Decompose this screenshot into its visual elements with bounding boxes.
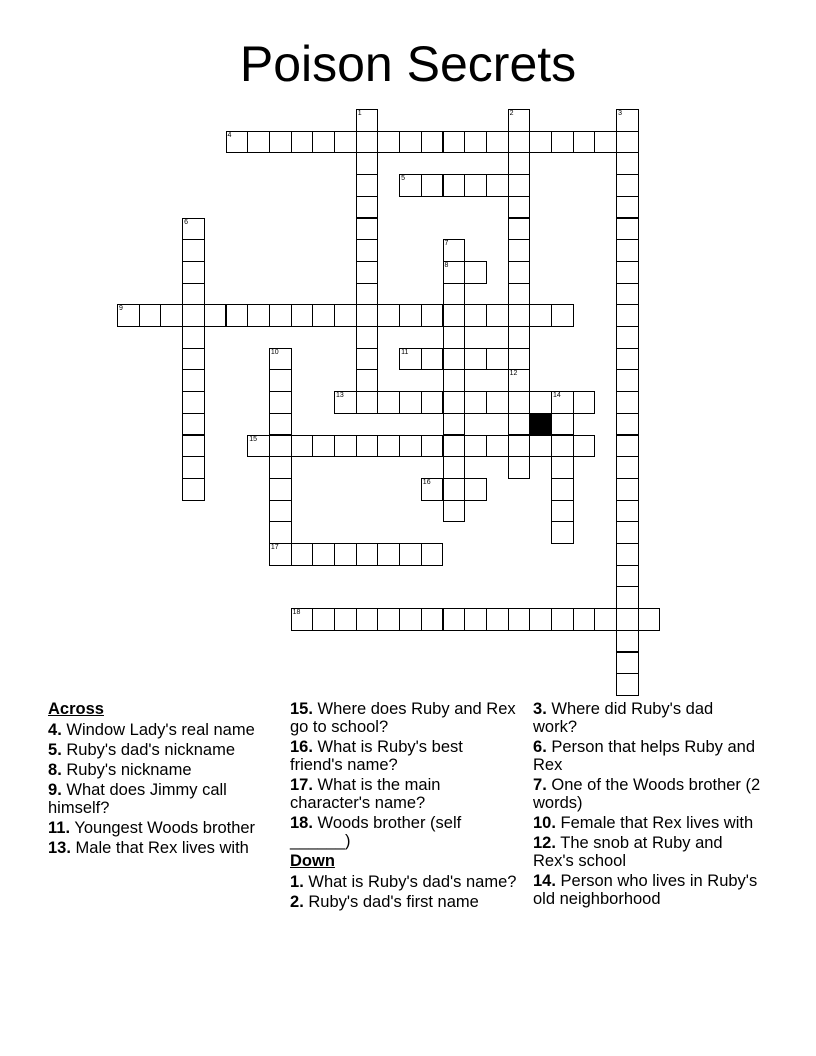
clue-across-4: 4. Window Lady's real name <box>48 721 255 739</box>
grid-cell[interactable] <box>182 304 205 327</box>
grid-cell[interactable] <box>399 174 422 197</box>
grid-cell[interactable] <box>508 413 531 436</box>
cell-number: 4 <box>227 131 232 139</box>
grid-cell[interactable] <box>421 391 444 414</box>
clue-down-14: 14. Person who lives in Ruby's old neighborhood <box>533 872 758 908</box>
clue-column-3 <box>533 700 761 910</box>
grid-cell[interactable] <box>486 174 509 197</box>
grid-cell[interactable] <box>399 391 422 414</box>
clue-down-1: 1. What is Ruby's dad's name? <box>290 873 517 891</box>
grid-cell[interactable] <box>443 608 466 631</box>
grid-cell[interactable] <box>616 261 639 284</box>
grid-cell[interactable] <box>616 435 639 458</box>
clue-across-5: 5. Ruby's dad's nickname <box>48 741 236 759</box>
grid-cell[interactable] <box>508 391 531 414</box>
grid-cell[interactable] <box>616 565 639 588</box>
grid-cell[interactable] <box>443 326 466 349</box>
cell-number: 7 <box>444 240 449 248</box>
grid-cell[interactable] <box>443 174 466 197</box>
grid-cell[interactable] <box>508 174 531 197</box>
grid-cell[interactable] <box>573 131 596 154</box>
grid-cell[interactable] <box>291 543 314 566</box>
grid-cell[interactable] <box>638 608 661 631</box>
cell-number: 11 <box>401 348 409 356</box>
grid-cell[interactable] <box>464 478 487 501</box>
grid-cell[interactable] <box>204 304 227 327</box>
grid-cell[interactable] <box>421 174 444 197</box>
grid-cell[interactable] <box>269 435 292 458</box>
grid-cell[interactable] <box>443 413 466 436</box>
grid-cell[interactable] <box>421 304 444 327</box>
grid-cell[interactable] <box>226 131 249 154</box>
clue-across-13: 13. Male that Rex lives with <box>48 839 249 857</box>
clue-across-8: 8. Ruby's nickname <box>48 761 192 779</box>
grid-cell[interactable] <box>529 391 552 414</box>
grid-cell[interactable] <box>616 152 639 175</box>
grid-cell[interactable] <box>356 283 379 306</box>
grid-cell[interactable] <box>421 435 444 458</box>
grid-cell[interactable] <box>356 391 379 414</box>
grid-cell[interactable] <box>508 435 531 458</box>
grid-cell[interactable] <box>443 391 466 414</box>
grid-cell[interactable] <box>421 478 444 501</box>
grid-cell[interactable] <box>421 348 444 371</box>
grid-cell[interactable] <box>226 304 249 327</box>
grid-cell[interactable] <box>269 478 292 501</box>
grid-cell[interactable] <box>356 608 379 631</box>
cell-number: 3 <box>618 110 622 117</box>
grid-cell[interactable] <box>312 435 335 458</box>
cell-number: 18 <box>292 609 301 617</box>
grid-cell[interactable] <box>269 456 292 479</box>
grid-cell[interactable] <box>117 304 140 327</box>
grid-cell[interactable] <box>182 239 205 262</box>
clue-down-3: 3. Where did Ruby's dad work? <box>533 700 714 736</box>
grid-cell[interactable] <box>508 304 531 327</box>
grid-cell[interactable] <box>616 586 639 609</box>
grid-cell[interactable] <box>616 369 639 392</box>
grid-cell[interactable] <box>356 109 379 132</box>
grid-cell[interactable] <box>616 608 639 631</box>
clue-across-16: 16. What is Ruby's best friend's name? <box>290 738 463 774</box>
grid-cell[interactable] <box>551 413 574 436</box>
grid-cell[interactable] <box>443 283 466 306</box>
grid-cell[interactable] <box>421 608 444 631</box>
cell-number: 5 <box>401 175 405 183</box>
grid-cell[interactable] <box>399 304 422 327</box>
grid-cell[interactable] <box>356 239 379 262</box>
grid-cell[interactable] <box>616 652 639 675</box>
grid-cell[interactable] <box>616 326 639 349</box>
grid-cell[interactable] <box>356 304 379 327</box>
grid-cell[interactable] <box>399 348 422 371</box>
grid-cell[interactable] <box>486 391 509 414</box>
grid-cell[interactable] <box>182 326 205 349</box>
grid-cell[interactable] <box>182 391 205 414</box>
grid-cell[interactable] <box>508 239 531 262</box>
clue-across-18: 18. Woods brother (self ______) <box>290 814 462 850</box>
grid-cell[interactable] <box>443 369 466 392</box>
grid-cell[interactable] <box>551 435 574 458</box>
cell-number: 1 <box>357 110 362 117</box>
grid-cell[interactable] <box>443 239 466 262</box>
grid-cell[interactable] <box>616 239 639 262</box>
grid-cell[interactable] <box>182 283 205 306</box>
grid-cell[interactable] <box>269 543 292 566</box>
grid-cell[interactable] <box>182 478 205 501</box>
grid-cell[interactable] <box>573 608 596 631</box>
grid-cell[interactable] <box>334 435 357 458</box>
grid-cell[interactable] <box>269 131 292 154</box>
grid-cell[interactable] <box>334 131 357 154</box>
grid-cell[interactable] <box>312 608 335 631</box>
grid-cell[interactable] <box>399 543 422 566</box>
grid-cell[interactable] <box>616 304 639 327</box>
cell-number: 8 <box>444 261 449 269</box>
grid-cell[interactable] <box>616 630 639 653</box>
clue-down-2: 2. Ruby's dad's first name <box>290 893 479 911</box>
clue-down-10: 10. Female that Rex lives with <box>533 814 754 832</box>
grid-cell[interactable] <box>616 174 639 197</box>
grid-cell[interactable] <box>616 196 639 219</box>
grid-cell[interactable] <box>356 326 379 349</box>
grid-cell[interactable] <box>508 283 531 306</box>
grid-cell[interactable] <box>334 304 357 327</box>
grid-cell[interactable] <box>182 456 205 479</box>
grid-cell[interactable] <box>508 456 531 479</box>
cell-number: 15 <box>249 435 257 443</box>
grid-cell[interactable] <box>356 196 379 219</box>
grid-cell[interactable] <box>182 413 205 436</box>
grid-cell[interactable] <box>291 304 314 327</box>
grid-cell[interactable] <box>399 131 422 154</box>
grid-cell[interactable] <box>377 131 400 154</box>
grid-cell[interactable] <box>356 543 379 566</box>
grid-cell[interactable] <box>508 608 531 631</box>
grid-cell[interactable] <box>356 369 379 392</box>
grid-cell[interactable] <box>443 435 466 458</box>
grid-cell[interactable] <box>312 543 335 566</box>
grid-cell[interactable] <box>269 413 292 436</box>
grid-cell[interactable] <box>616 521 639 544</box>
grid-cell[interactable] <box>247 435 270 458</box>
grid-cell[interactable] <box>443 131 466 154</box>
grid-cell[interactable] <box>486 435 509 458</box>
grid-cell[interactable] <box>182 435 205 458</box>
grid-cell[interactable] <box>356 435 379 458</box>
grid-cell[interactable] <box>529 608 552 631</box>
grid-cell[interactable] <box>616 391 639 414</box>
clue-column-2 <box>290 700 518 913</box>
grid-cell[interactable] <box>508 109 531 132</box>
grid-cell[interactable] <box>443 348 466 371</box>
clue-across-17: 17. What is the main character's name? <box>290 776 441 812</box>
grid-cell[interactable] <box>573 391 596 414</box>
grid-cell[interactable] <box>529 304 552 327</box>
grid-cell[interactable] <box>529 131 552 154</box>
grid-cell[interactable] <box>356 131 379 154</box>
grid-cell[interactable] <box>464 131 487 154</box>
grid-cell[interactable] <box>160 304 183 327</box>
grid-cell[interactable] <box>421 131 444 154</box>
grid-cell[interactable] <box>551 500 574 523</box>
grid-cell[interactable] <box>486 131 509 154</box>
clue-down-7: 7. One of the Woods brother (2 words) <box>533 776 761 812</box>
cell-number: 10 <box>270 348 279 356</box>
grid-cell[interactable] <box>269 348 292 371</box>
grid-cell[interactable] <box>182 218 205 241</box>
grid-cell[interactable] <box>616 456 639 479</box>
grid-cell[interactable] <box>182 348 205 371</box>
grid-cell[interactable] <box>486 348 509 371</box>
cell-number: 2 <box>509 110 514 117</box>
grid-cell[interactable] <box>269 500 292 523</box>
grid-block <box>529 413 552 436</box>
grid-cell[interactable] <box>616 478 639 501</box>
grid-cell[interactable] <box>594 131 617 154</box>
grid-cell[interactable] <box>269 521 292 544</box>
grid-cell[interactable] <box>443 304 466 327</box>
grid-cell[interactable] <box>377 391 400 414</box>
grid-cell[interactable] <box>443 500 466 523</box>
grid-cell[interactable] <box>464 348 487 371</box>
grid-cell[interactable] <box>616 283 639 306</box>
clue-column-1 <box>48 700 276 859</box>
grid-cell[interactable] <box>616 673 639 696</box>
grid-cell[interactable] <box>508 196 531 219</box>
grid-cell[interactable] <box>247 131 270 154</box>
grid-cell[interactable] <box>356 152 379 175</box>
grid-cell[interactable] <box>334 608 357 631</box>
grid-cell[interactable] <box>443 478 466 501</box>
grid-cell[interactable] <box>551 521 574 544</box>
grid-cell[interactable] <box>269 391 292 414</box>
grid-cell[interactable] <box>616 348 639 371</box>
clue-across-11: 11. Youngest Woods brother <box>48 819 256 837</box>
grid-cell[interactable] <box>486 608 509 631</box>
grid-cell[interactable] <box>334 543 357 566</box>
grid-cell[interactable] <box>356 174 379 197</box>
grid-cell[interactable] <box>508 261 531 284</box>
grid-cell[interactable] <box>399 435 422 458</box>
grid-cell[interactable] <box>573 435 596 458</box>
grid-cell[interactable] <box>551 456 574 479</box>
grid-cell[interactable] <box>269 369 292 392</box>
grid-cell[interactable] <box>356 261 379 284</box>
grid-cell[interactable] <box>508 131 531 154</box>
grid-cell[interactable] <box>182 369 205 392</box>
grid-cell[interactable] <box>529 435 552 458</box>
grid-cell[interactable] <box>356 348 379 371</box>
grid-cell[interactable] <box>508 326 531 349</box>
grid-cell[interactable] <box>421 543 444 566</box>
grid-cell[interactable] <box>551 304 574 327</box>
grid-cell[interactable] <box>443 261 466 284</box>
grid-cell[interactable] <box>334 391 357 414</box>
across-heading: Across <box>48 700 104 718</box>
grid-cell[interactable] <box>508 218 531 241</box>
clue-down-12: 12. The snob at Ruby and Rex's school <box>533 834 723 870</box>
cell-number: 6 <box>184 218 188 226</box>
grid-cell[interactable] <box>464 391 487 414</box>
grid-cell[interactable] <box>616 500 639 523</box>
cell-number: 14 <box>553 392 561 400</box>
grid-cell[interactable] <box>486 304 509 327</box>
grid-cell[interactable] <box>464 608 487 631</box>
grid-cell[interactable] <box>508 152 531 175</box>
grid-cell[interactable] <box>312 131 335 154</box>
grid-cell[interactable] <box>139 304 162 327</box>
grid-cell[interactable] <box>616 218 639 241</box>
grid-cell[interactable] <box>551 131 574 154</box>
grid-cell[interactable] <box>377 608 400 631</box>
grid-cell[interactable] <box>291 608 314 631</box>
grid-cell[interactable] <box>464 304 487 327</box>
clue-across-15: 15. Where does Ruby and Rex go to school? <box>290 700 516 736</box>
grid-cell[interactable] <box>551 608 574 631</box>
grid-cell[interactable] <box>291 131 314 154</box>
grid-cell[interactable] <box>291 435 314 458</box>
grid-cell[interactable] <box>464 435 487 458</box>
grid-cell[interactable] <box>399 608 422 631</box>
grid-cell[interactable] <box>594 608 617 631</box>
grid-cell[interactable] <box>616 131 639 154</box>
down-heading: Down <box>290 852 335 870</box>
grid-cell[interactable] <box>377 543 400 566</box>
grid-cell[interactable] <box>269 304 292 327</box>
grid-cell[interactable] <box>443 456 466 479</box>
cell-number: 13 <box>336 392 344 400</box>
grid-cell[interactable] <box>182 261 205 284</box>
puzzle-title: Poison Secrets <box>239 36 577 92</box>
grid-cell[interactable] <box>464 174 487 197</box>
grid-cell[interactable] <box>377 435 400 458</box>
cell-number: 12 <box>509 370 518 378</box>
grid-cell[interactable] <box>312 304 335 327</box>
clue-across-9: 9. What does Jimmy call himself? <box>48 781 227 817</box>
grid-cell[interactable] <box>616 109 639 132</box>
grid-cell[interactable] <box>508 348 531 371</box>
grid-cell[interactable] <box>616 413 639 436</box>
grid-cell[interactable] <box>508 369 531 392</box>
grid-cell[interactable] <box>356 218 379 241</box>
grid-cell[interactable] <box>616 543 639 566</box>
clue-down-6: 6. Person that helps Ruby and Rex <box>533 738 756 774</box>
grid-cell[interactable] <box>551 478 574 501</box>
cell-number: 17 <box>270 544 279 551</box>
grid-cell[interactable] <box>377 304 400 327</box>
grid-cell[interactable] <box>464 261 487 284</box>
grid-cell[interactable] <box>551 391 574 414</box>
cell-number: 16 <box>422 478 431 486</box>
cell-number: 9 <box>119 305 123 313</box>
grid-cell[interactable] <box>247 304 270 327</box>
